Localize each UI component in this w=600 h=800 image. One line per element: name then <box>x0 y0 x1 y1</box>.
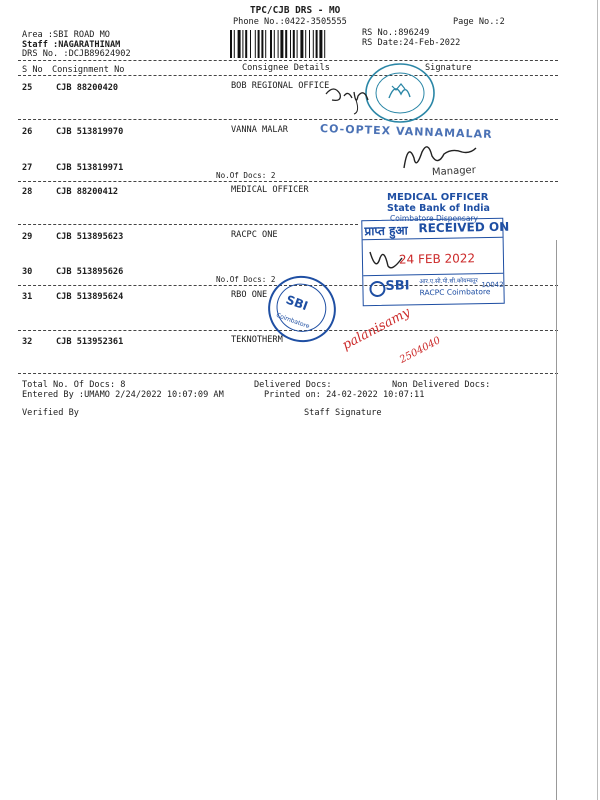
row-consignee: VANNA MALAR <box>231 125 288 135</box>
page-number: Page No.:2 <box>453 17 505 27</box>
co-optex-stamp: CO-OPTEX VANNAMALAR <box>319 121 493 142</box>
row-doc-count: No.Of Docs: 2 <box>216 275 276 284</box>
row-sno: 28 <box>22 187 33 197</box>
area-label: Area :SBI ROAD MO <box>22 30 110 40</box>
racpc-name: RACPC Coimbatore <box>419 287 491 298</box>
racpc-code: 10042 <box>481 280 504 290</box>
row-sno: 27 <box>22 163 33 173</box>
column-signature: Signature <box>425 63 472 73</box>
row-sno: 26 <box>22 127 33 137</box>
scan-edge-line <box>597 0 598 800</box>
row-consignee: RBO ONE <box>231 290 268 300</box>
received-on-text: RECEIVED ON <box>418 219 510 236</box>
staff-label: Staff :NAGARATHINAM <box>22 40 121 50</box>
row-sno: 31 <box>22 292 33 302</box>
phone-number: Phone No.:0422-3505555 <box>233 17 347 27</box>
handwritten-signature <box>366 244 406 280</box>
row-separator <box>18 181 558 182</box>
barcode <box>230 30 358 58</box>
row-doc-count: No.Of Docs: 2 <box>216 171 276 180</box>
rs-date: RS Date:24-Feb-2022 <box>362 38 461 48</box>
rbo-seal-text: SBI <box>284 292 310 314</box>
row-consignment: CJB 513819971 <box>56 163 124 173</box>
row-separator <box>18 224 358 225</box>
handwritten-signature <box>320 82 380 116</box>
row-consignee: RACPC ONE <box>231 230 278 240</box>
manager-stamp: Manager <box>431 164 477 179</box>
medical-officer-stamp: MEDICAL OFFICER <box>387 192 489 203</box>
rbo-seal-city: Coimbatore <box>275 311 311 331</box>
row-consignment: CJB 513895623 <box>56 232 124 242</box>
rs-number: RS No.:896249 <box>362 28 430 38</box>
non-delivered-docs: Non Delivered Docs: <box>392 380 491 390</box>
scan-edge-line <box>556 240 557 800</box>
row-consignee: TEKNOTHERM <box>231 335 283 345</box>
handwritten-name: palanisamy <box>340 304 413 354</box>
row-consignment: CJB 88200412 <box>56 187 119 197</box>
table-bottom-line <box>18 373 558 374</box>
row-sno: 32 <box>22 337 33 347</box>
printed-on: Printed on: 24-02-2022 10:07:11 <box>264 390 425 400</box>
header-separator <box>18 60 558 61</box>
row-consignment: CJB 513895624 <box>56 292 124 302</box>
row-consignment: CJB 513895626 <box>56 267 124 277</box>
row-consignee: BOB REGIONAL OFFICE <box>231 81 330 91</box>
received-date: 24 FEB 2022 <box>398 251 476 267</box>
dispensary-stamp: Coimbatore Dispensary <box>390 214 478 223</box>
row-consignment: CJB 513819970 <box>56 127 124 137</box>
sbi-name-stamp: State Bank of India <box>387 203 490 214</box>
row-consignment: CJB 513952361 <box>56 337 124 347</box>
racpc-hindi: आर.ए.सी.पी.सी.कोयम्बतूर <box>419 277 478 286</box>
handwritten-number: 2504040 <box>398 335 443 366</box>
row-sno: 25 <box>22 83 33 93</box>
row-sno: 30 <box>22 267 33 277</box>
column-consignment: Consignment No <box>52 65 125 75</box>
row-sno: 29 <box>22 232 33 242</box>
row-separator <box>18 119 558 120</box>
sbi-logo-text: SBI <box>385 278 410 294</box>
drs-number: DRS No. :DCJB89624902 <box>22 49 131 59</box>
column-consignee: Consignee Details <box>242 63 330 73</box>
sbi-logo-icon <box>369 281 385 297</box>
entered-by: Entered By :UMAMO 2/24/2022 10:07:09 AM <box>22 390 224 400</box>
staff-signature: Staff Signature <box>304 408 382 418</box>
total-docs: Total No. Of Docs: 8 <box>22 380 126 390</box>
delivered-docs: Delivered Docs: <box>254 380 332 390</box>
row-consignment: CJB 88200420 <box>56 83 119 93</box>
document-title: TPC/CJB DRS - MO <box>250 5 341 16</box>
verified-by: Verified By <box>22 408 79 418</box>
received-hindi-text: प्राप्त हुआ <box>364 223 408 239</box>
column-separator <box>18 75 558 76</box>
column-sno: S No <box>22 65 43 75</box>
row-consignee: MEDICAL OFFICER <box>231 185 309 195</box>
